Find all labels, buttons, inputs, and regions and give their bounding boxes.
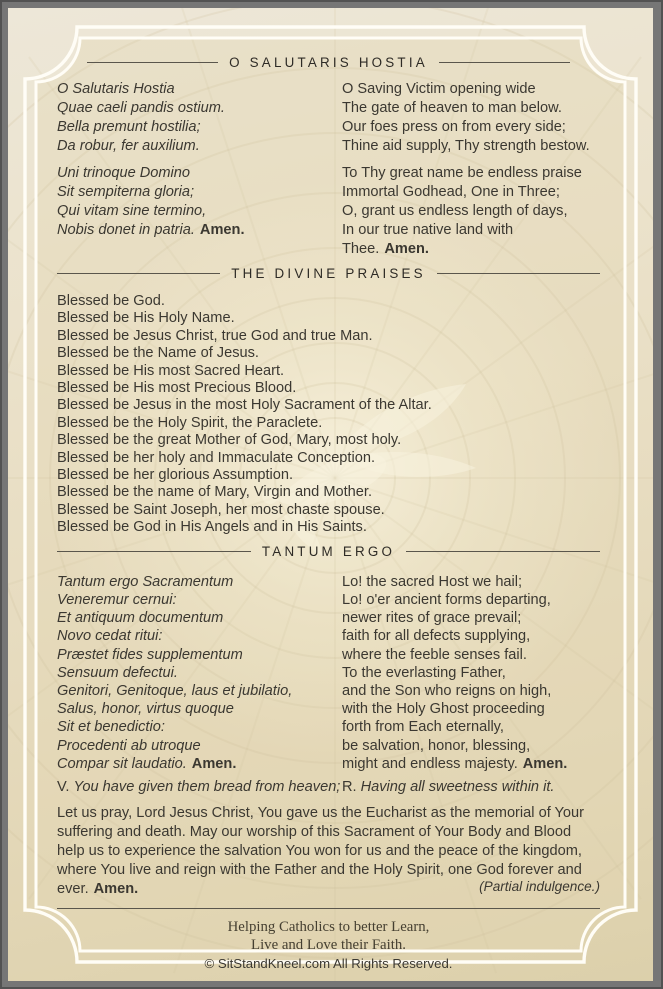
verse-line <box>342 646 600 664</box>
title-rule-right <box>439 62 570 63</box>
verse-text: O Saving Victim opening wide <box>342 81 536 97</box>
praise-text: Blessed be His Holy Name. <box>57 310 235 327</box>
praise-text: Blessed be her glorious Assumption. <box>57 467 294 484</box>
response-label: R. <box>342 778 357 795</box>
verse-columns <box>57 80 600 259</box>
title-rule-left <box>57 551 251 552</box>
praise-line <box>57 328 600 345</box>
prayer-text: Let us pray, Lord Jesus Christ, You gave us the Eucharist as the memorial of Your suffering and death. May our worship of this Sacrament of Your Body and Blood help us to experience the salvation You won for us and the peace of the kingdom, where You live and reign with the Father and the Holy Spirit, one God forever and ever. <box>57 805 585 897</box>
section-header-tantum-ergo <box>57 542 600 562</box>
verse-line <box>57 573 342 591</box>
verse-line <box>57 737 342 755</box>
praise-line <box>57 415 600 432</box>
verse-text: Quae caeli pandis ostium. <box>57 100 225 116</box>
verse-text: O Salutaris Hostia <box>57 81 175 97</box>
praise-line <box>57 380 600 397</box>
verse-line <box>57 118 342 137</box>
versicle-text: You have given them bread from heaven; <box>73 778 341 795</box>
verse-text: Genitori, Genitoque, laus et jubilatio, <box>57 682 293 699</box>
verse-line <box>342 609 600 627</box>
section-tantum-ergo <box>57 542 600 796</box>
verse-line <box>342 700 600 718</box>
praise-text: Blessed be His most Sacred Heart. <box>57 362 285 379</box>
verse-columns <box>57 573 600 773</box>
card-content <box>8 8 653 981</box>
verse-line <box>342 591 600 609</box>
verse-line <box>57 221 342 240</box>
verse-text: Et antiquum documentum <box>57 610 224 627</box>
praises-list <box>57 293 600 537</box>
verse-text: Our foes press on from every side; <box>342 119 566 135</box>
latin-stanza-2 <box>57 164 342 240</box>
verse-text: The gate of heaven to man below. <box>342 100 562 116</box>
footer-copyright: © SitStandKneel.com All Rights Reserved. <box>204 955 453 971</box>
verse-text: Sit sempiterna gloria; <box>57 184 195 200</box>
verse-line <box>57 137 342 156</box>
footer-divider <box>57 908 600 909</box>
verse-text: where the feeble senses fail. <box>342 646 527 663</box>
praise-line <box>57 293 600 310</box>
verse-text: Uni trinoque Domino <box>57 165 191 181</box>
title-rule-right <box>406 551 600 552</box>
response-line <box>342 778 600 796</box>
praise-text: Blessed be the great Mother of God, Mary, most holy. <box>57 432 402 449</box>
amen-text: Amen. <box>93 880 139 897</box>
versicle-line <box>57 778 342 796</box>
praise-line <box>57 432 600 449</box>
versicle-label: V. <box>57 778 70 795</box>
indulgence-note: (Partial indulgence.) <box>479 878 600 894</box>
closing-prayer <box>57 804 600 899</box>
verse-text: Sit et benedictio: <box>57 719 165 736</box>
verse-line <box>342 718 600 736</box>
verse-text: Bella premunt hostilia; <box>57 119 201 135</box>
amen-text: Amen. <box>522 755 568 772</box>
verse-line <box>342 737 600 755</box>
footer <box>57 918 600 971</box>
latin-stanza-1 <box>57 80 342 156</box>
verse-text: faith for all defects supplying, <box>342 628 531 645</box>
verse-line <box>57 591 342 609</box>
verse-line <box>57 755 342 773</box>
praise-text: Blessed be the Holy Spirit, the Paraclete. <box>57 414 323 431</box>
verse-line <box>342 682 600 700</box>
english-column <box>342 80 600 259</box>
verse-text: be salvation, honor, blessing, <box>342 737 531 754</box>
english-stanza-1 <box>342 80 600 156</box>
praise-line <box>57 484 600 501</box>
verse-line <box>57 700 342 718</box>
praise-text: Blessed be Saint Joseph, her most chaste spouse. <box>57 501 385 518</box>
footer-tagline-line2: Live and Love their Faith. <box>251 936 406 953</box>
praise-text: Blessed be His most Precious Blood. <box>57 380 297 397</box>
verse-text: Lo! the sacred Host we hail; <box>342 573 523 590</box>
english-column <box>342 573 600 773</box>
verse-line <box>342 80 600 99</box>
verse-line <box>342 627 600 645</box>
verse-text: forth from Each eternally, <box>342 719 504 736</box>
verse-line <box>57 627 342 645</box>
title-rule-right <box>437 273 600 274</box>
verse-line <box>57 609 342 627</box>
versicle-response-row <box>57 778 600 796</box>
verse-text: Da robur, fer auxilium. <box>57 138 200 154</box>
verse-text: Compar sit laudatio. <box>57 755 187 772</box>
verse-text: and the Son who reigns on high, <box>342 682 552 699</box>
section-divine-praises <box>57 263 600 537</box>
verse-text: Præstet fides supplementum <box>57 646 243 663</box>
praise-line <box>57 450 600 467</box>
latin-column <box>57 573 342 773</box>
verse-text: might and endless majesty. <box>342 755 518 772</box>
card-page <box>8 8 653 981</box>
praise-text: Blessed be God in His Angels and in His Saints. <box>57 519 367 536</box>
section-title: O SALUTARIS HOSTIA <box>229 54 428 70</box>
english-stanza-2 <box>342 164 600 259</box>
verse-line <box>342 137 600 156</box>
section-header-o-salutaris <box>87 52 570 72</box>
praise-line <box>57 502 600 519</box>
verse-text: Novo cedat ritui: <box>57 628 163 645</box>
verse-line <box>57 183 342 202</box>
verse-text: Qui vitam sine termino, <box>57 203 207 219</box>
verse-line <box>57 646 342 664</box>
praise-text: Blessed be her holy and Immaculate Conception. <box>57 449 376 466</box>
amen-text: Amen. <box>199 222 245 238</box>
verse-line <box>342 164 600 183</box>
amen-text: Amen. <box>191 755 237 772</box>
verse-line <box>342 664 600 682</box>
latin-column <box>57 80 342 259</box>
verse-text: O, grant us endless length of days, <box>342 203 568 219</box>
section-title: TANTUM ERGO <box>261 544 396 560</box>
section-o-salutaris <box>57 52 600 259</box>
verse-text: Tantum ergo Sacramentum <box>57 573 234 590</box>
praise-line <box>57 519 600 536</box>
verse-line <box>57 99 342 118</box>
verse-text: To Thy great name be endless praise <box>342 165 582 181</box>
response-text: Having all sweetness within it. <box>360 778 555 795</box>
verse-text: Veneremur cernui: <box>57 591 177 608</box>
verse-line <box>57 682 342 700</box>
verse-line <box>57 164 342 183</box>
verse-text: Lo! o'er ancient forms departing, <box>342 591 551 608</box>
praise-text: Blessed be God. <box>57 293 165 309</box>
verse-text: Salus, honor, virtus quoque <box>57 701 234 718</box>
praise-line <box>57 345 600 362</box>
title-rule-left <box>87 62 218 63</box>
praise-line <box>57 363 600 380</box>
praise-text: Blessed be Jesus Christ, true God and true Man. <box>57 327 373 344</box>
title-rule-left <box>57 273 220 274</box>
footer-tagline-line1: Helping Catholics to better Learn, <box>227 918 430 935</box>
verse-line <box>342 573 600 591</box>
praise-line <box>57 397 600 414</box>
verse-line <box>57 80 342 99</box>
section-header-divine-praises <box>57 263 600 283</box>
praise-line <box>57 467 600 484</box>
verse-text: with the Holy Ghost proceeding <box>342 701 545 718</box>
verse-line <box>57 202 342 221</box>
section-title: THE DIVINE PRAISES <box>231 265 426 281</box>
verse-text: Sensuum defectui. <box>57 664 178 681</box>
verse-line <box>342 202 600 221</box>
praise-text: Blessed be Jesus in the most Holy Sacrament of the Altar. <box>57 397 432 414</box>
verse-text: Immortal Godhead, One in Three; <box>342 184 560 200</box>
verse-text: Procedenti ab utroque <box>57 737 201 754</box>
verse-line <box>342 183 600 202</box>
verse-line <box>342 221 600 259</box>
verse-line <box>57 664 342 682</box>
verse-text: Nobis donet in patria. <box>57 222 195 238</box>
verse-line <box>57 718 342 736</box>
praise-text: Blessed be the Name of Jesus. <box>57 345 259 362</box>
verse-text: In our true native land with Thee. <box>342 222 514 257</box>
verse-text: To the everlasting Father, <box>342 664 506 681</box>
verse-text: newer rites of grace prevail; <box>342 610 522 627</box>
verse-line <box>342 99 600 118</box>
verse-line <box>342 118 600 137</box>
praise-text: Blessed be the name of Mary, Virgin and Mother. <box>57 484 373 501</box>
verse-line <box>342 755 600 773</box>
verse-text: Thine aid supply, Thy strength bestow. <box>342 138 590 154</box>
praise-line <box>57 310 600 327</box>
amen-text: Amen. <box>384 241 429 257</box>
